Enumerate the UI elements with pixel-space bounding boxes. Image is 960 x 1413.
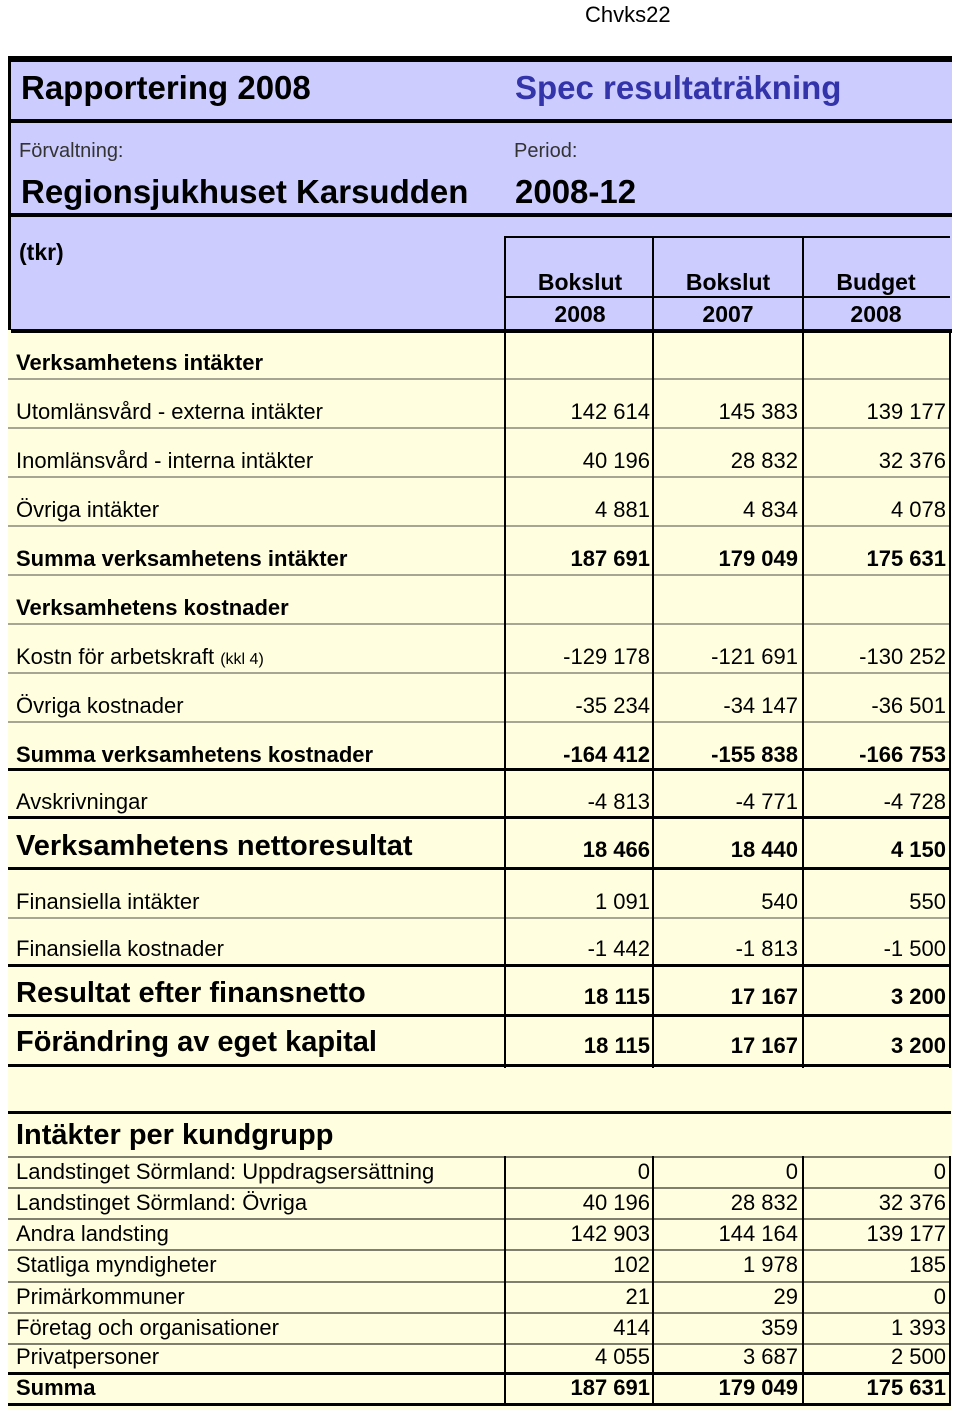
cell-value: 550 — [909, 889, 946, 914]
cell-value: 187 691 — [570, 1375, 650, 1400]
col-head-1: Bokslut 2008 — [537, 269, 623, 327]
cell-value: -1 442 — [587, 936, 650, 961]
cell-value: -130 252 — [859, 644, 946, 669]
cell-value: 540 — [761, 889, 798, 914]
row-label: Övriga kostnader — [16, 693, 184, 718]
cell-value: -155 838 — [711, 742, 798, 767]
cell-value: 18 115 — [583, 1033, 650, 1058]
col-head-2: Bokslut 2007 — [685, 269, 771, 327]
cell-value: -36 501 — [871, 693, 946, 718]
cell-value: 0 — [637, 1159, 650, 1184]
row-label: Kostn för arbetskraft (kkl 4) — [16, 644, 264, 669]
cell-value: -164 412 — [563, 742, 650, 767]
row-label: Inomlänsvård - interna intäkter — [16, 448, 314, 473]
cell-value: 1 091 — [594, 889, 650, 914]
org-value: Regionsjukhuset Karsudden — [21, 173, 469, 210]
group-label: Andra landsting — [16, 1221, 169, 1246]
unit-label: (tkr) — [19, 239, 64, 265]
cell-value: 0 — [933, 1284, 946, 1309]
cell-value: 139 177 — [866, 1221, 946, 1246]
group-label: Privatpersoner — [16, 1344, 160, 1369]
cell-value: -121 691 — [711, 644, 798, 669]
group-label: Landstinget Sörmland: Uppdragsersättning — [16, 1159, 435, 1184]
cell-value: 142 903 — [570, 1221, 650, 1246]
period-value: 2008-12 — [515, 173, 637, 210]
report-sheet — [8, 56, 952, 1410]
row-label: Avskrivningar — [16, 789, 148, 814]
row-note: (kkl 4) — [220, 651, 264, 668]
cell-value: 2 500 — [890, 1344, 946, 1369]
section-title: Intäkter per kundgrupp — [16, 1119, 334, 1151]
row-label: Verksamhetens intäkter — [16, 350, 264, 375]
cell-value: 3 687 — [742, 1344, 798, 1369]
cell-value: 0 — [933, 1159, 946, 1184]
cell-value: -1 813 — [735, 936, 798, 961]
cell-value: 29 — [773, 1284, 798, 1309]
cell-value: -166 753 — [859, 742, 946, 767]
cell-value: -34 147 — [723, 693, 798, 718]
cell-value: 40 196 — [582, 1190, 650, 1215]
cell-value: 21 — [625, 1284, 650, 1309]
cell-value: 175 631 — [866, 546, 946, 571]
group-label: Summa — [16, 1375, 96, 1400]
cell-value: 4 055 — [594, 1344, 650, 1369]
cell-value: -1 500 — [883, 936, 946, 961]
cell-value: 28 832 — [730, 448, 798, 473]
group-label: Primärkommuner — [16, 1284, 185, 1309]
row-label: Utomlänsvård - externa intäkter — [16, 399, 323, 424]
cell-value: 359 — [761, 1315, 798, 1340]
group-label: Företag och organisationer — [16, 1315, 279, 1340]
cell-value: 32 376 — [878, 448, 946, 473]
cell-value: 28 832 — [730, 1190, 798, 1215]
cell-value: 139 177 — [866, 399, 946, 424]
cell-value: 102 — [613, 1252, 650, 1277]
cell-value: 18 440 — [730, 837, 798, 862]
cell-value: 145 383 — [718, 399, 798, 424]
cell-value: 142 614 — [570, 399, 650, 424]
cell-value: 185 — [909, 1252, 946, 1277]
group-label: Landstinget Sörmland: Övriga — [16, 1190, 308, 1215]
cell-value: 179 049 — [718, 1375, 798, 1400]
row-label: Verksamhetens nettoresultat — [16, 830, 413, 862]
cell-value: 179 049 — [718, 546, 798, 571]
cell-value: 175 631 — [866, 1375, 946, 1400]
cell-value: -4 813 — [587, 789, 650, 814]
row-label: Summa verksamhetens intäkter — [16, 546, 348, 571]
row-label: Summa verksamhetens kostnader — [16, 742, 374, 767]
cell-value: 187 691 — [570, 546, 650, 571]
col-head-3: Budget 2008 — [836, 269, 916, 327]
cell-value: 18 115 — [583, 984, 650, 1009]
cell-value: 0 — [785, 1159, 798, 1184]
row-label: Verksamhetens kostnader — [16, 595, 289, 620]
row-label: Övriga intäkter — [16, 497, 160, 522]
cell-value: 3 200 — [890, 1033, 946, 1058]
cell-value: -4 771 — [735, 789, 798, 814]
cell-value: 144 164 — [718, 1221, 798, 1246]
cell-value: -129 178 — [563, 644, 650, 669]
cell-value: 17 167 — [730, 984, 798, 1009]
cell-value: 414 — [613, 1315, 650, 1340]
cell-value: 32 376 — [878, 1190, 946, 1215]
row-label: Förändring av eget kapital — [16, 1026, 377, 1058]
cell-value: 4 834 — [742, 497, 798, 522]
document-code: Chvks22 — [585, 2, 671, 27]
cell-value: 1 978 — [742, 1252, 798, 1277]
cell-value: 17 167 — [730, 1033, 798, 1058]
cell-value: 1 393 — [890, 1315, 946, 1340]
cell-value: -35 234 — [575, 693, 650, 718]
period-label: Period: — [514, 140, 578, 162]
report-title: Rapportering 2008 — [21, 69, 311, 106]
cell-value: 40 196 — [582, 448, 650, 473]
cell-value: 3 200 — [890, 984, 946, 1009]
report-subtitle: Spec resultaträkning — [515, 69, 842, 106]
row-label: Finansiella intäkter — [16, 889, 200, 914]
cell-value: 4 150 — [890, 837, 946, 862]
row-label: Finansiella kostnader — [16, 936, 224, 961]
cell-value: 4 881 — [594, 497, 650, 522]
group-label: Statliga myndigheter — [16, 1252, 217, 1277]
cell-value: -4 728 — [883, 789, 946, 814]
row-label: Resultat efter finansnetto — [16, 977, 366, 1009]
cell-value: 4 078 — [890, 497, 946, 522]
org-label: Förvaltning: — [19, 140, 124, 162]
cell-value: 18 466 — [582, 837, 650, 862]
